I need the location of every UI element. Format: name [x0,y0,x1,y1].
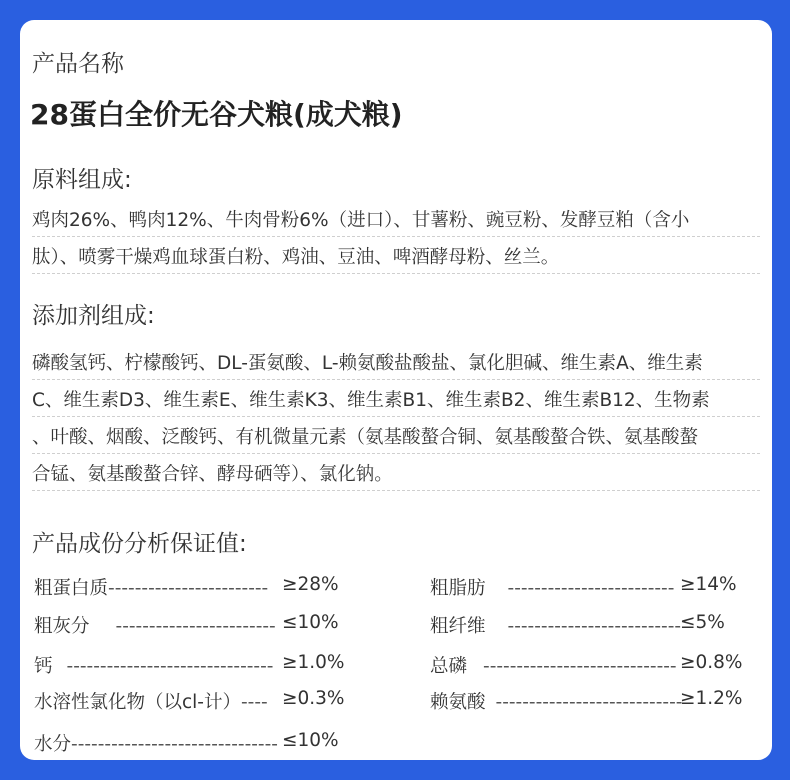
analysis-item: 粗灰分 ------------------------ [34,616,276,637]
additives-label: 添加剂组成: [32,303,155,329]
product-name-label: 产品名称 [32,51,124,77]
additives-line: C、维生素D3、维生素E、维生素K3、维生素B1、维生素B2、维生素B12、生物素 [32,380,760,417]
additives-line: 磷酸氢钙、柠檬酸钙、DL-蛋氨酸、L-赖氨酸盐酸盐、氯化胆碱、维生素A、维生素 [32,343,760,380]
additives-line: 、叶酸、烟酸、泛酸钙、有机微量元素（氨基酸螯合铜、氨基酸螯合铁、氨基酸螯 [32,417,760,454]
analysis-item: 钙 ------------------------------- [34,656,274,677]
analysis-value: ≥0.3% [282,688,345,709]
analysis-value: ≤5% [680,612,725,633]
raw-materials-label: 原料组成: [32,167,132,193]
analysis-value: ≥0.8% [680,652,743,673]
analysis-value: ≥1.2% [680,688,743,709]
analysis-value: ≥14% [680,574,737,595]
analysis-value: ≥28% [282,574,339,595]
analysis-value: ≤10% [282,730,339,751]
analysis-item: 水溶性氯化物（以cl-计）---- [34,692,268,713]
analysis-value: ≤10% [282,612,339,633]
analysis-item: 粗蛋白质------------------------ [34,578,269,599]
raw-materials-line: 鸡肉26%、鸭肉12%、牛肉骨粉6%（进口）、甘薯粉、豌豆粉、发酵豆粕（含小 [32,200,760,237]
analysis-item: 总磷 ----------------------------- [430,656,677,677]
analysis-item: 赖氨酸 ---------------------------- [430,692,683,713]
analysis-item: 水分------------------------------- [34,734,278,755]
product-info-card [20,20,772,760]
analysis-item: 粗纤维 -------------------------- [430,616,682,637]
analysis-label: 产品成份分析保证值: [32,531,247,557]
analysis-value: ≥1.0% [282,652,345,673]
product-name: 28蛋白全价无谷犬粮(成犬粮) [30,98,403,131]
additives-line: 合锰、氨基酸螯合锌、酵母硒等）、氯化钠。 [32,454,760,491]
raw-materials-line: 肽）、喷雾干燥鸡血球蛋白粉、鸡油、豆油、啤酒酵母粉、丝兰。 [32,237,760,274]
analysis-item: 粗脂肪 ------------------------- [430,578,675,599]
